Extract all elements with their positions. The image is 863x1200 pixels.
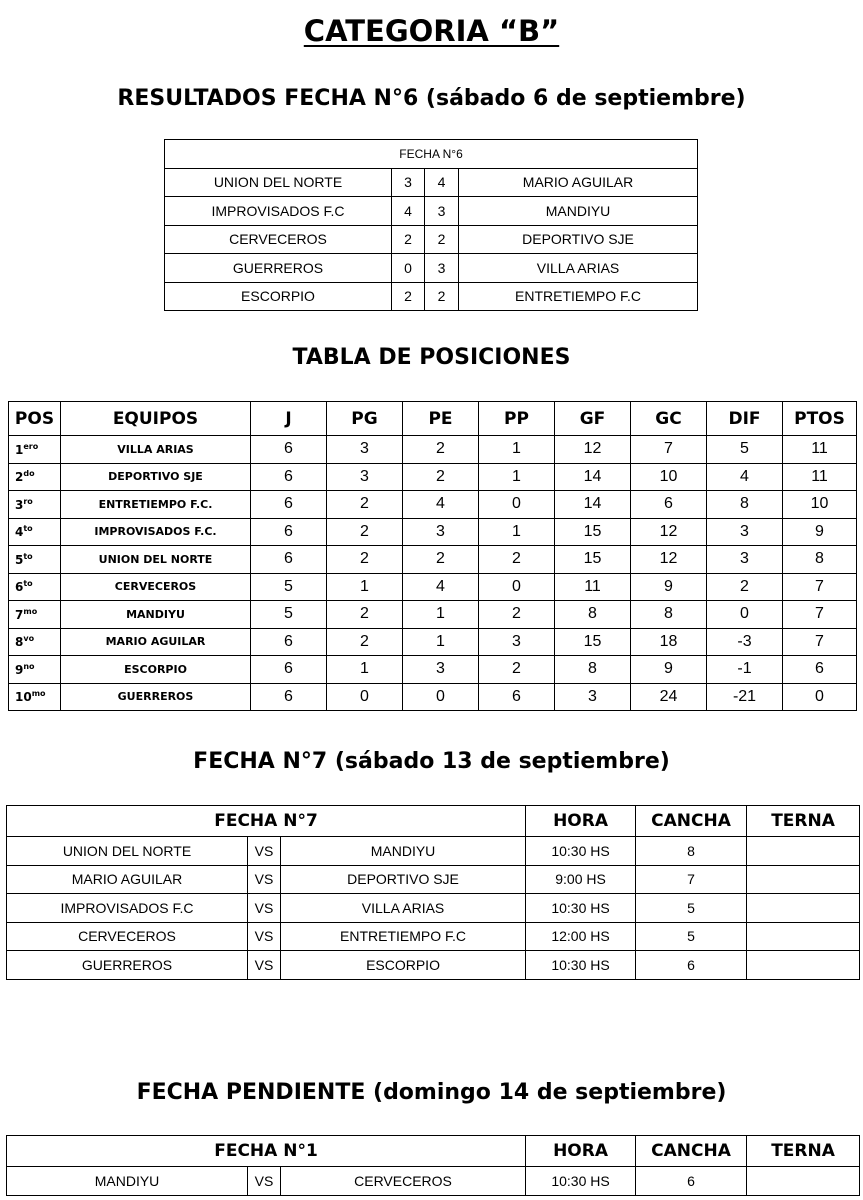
stat-gf: 12 (555, 436, 631, 464)
results-caption-row (165, 140, 698, 169)
standings-header-equipos: EQUIPOS (61, 402, 251, 436)
stat-pp: 2 (479, 601, 555, 629)
match-time: 10:30 HS (526, 894, 636, 923)
vs-label: VS (248, 837, 281, 866)
pendiente-header-hora: HORA (526, 1136, 636, 1167)
stat-ptos: 11 (783, 463, 857, 491)
stat-pg: 1 (327, 573, 403, 601)
away-goals: 2 (425, 282, 459, 311)
stat-dif: 3 (707, 546, 783, 574)
stat-gc: 9 (631, 573, 707, 601)
team-name: UNION DEL NORTE (61, 546, 251, 574)
away-team: CERVECEROS (281, 1167, 526, 1196)
home-goals: 3 (392, 168, 425, 197)
standings-row (9, 656, 857, 684)
field-number: 6 (636, 1167, 747, 1196)
team-name: CERVECEROS (61, 573, 251, 601)
stat-dif: 4 (707, 463, 783, 491)
position-number: 10 (15, 690, 32, 705)
stat-j: 5 (251, 601, 327, 629)
standings-row (9, 683, 857, 711)
stat-j: 6 (251, 628, 327, 656)
stat-pg: 0 (327, 683, 403, 711)
pendiente-header-cancha: CANCHA (636, 1136, 747, 1167)
away-goals: 2 (425, 225, 459, 254)
stat-pg: 2 (327, 628, 403, 656)
position-suffix: mo (23, 606, 38, 616)
position-number: 9 (15, 662, 24, 677)
results-table (164, 139, 698, 311)
stat-j: 6 (251, 546, 327, 574)
stat-pp: 3 (479, 628, 555, 656)
home-team: CERVECEROS (7, 922, 248, 951)
fixture-row (7, 865, 860, 894)
away-team: VILLA ARIAS (459, 254, 698, 283)
field-number: 8 (636, 837, 747, 866)
vs-label: VS (248, 894, 281, 923)
home-team: MANDIYU (7, 1167, 248, 1196)
standings-header-pe: PE (403, 402, 479, 436)
standings-title: TABLA DE POSICIONES (292, 345, 571, 370)
stat-pe: 2 (403, 463, 479, 491)
position-number: 4 (15, 525, 24, 540)
stat-ptos: 9 (783, 518, 857, 546)
referee-crew (747, 894, 860, 923)
standings-header-j: J (251, 402, 327, 436)
stat-gc: 8 (631, 601, 707, 629)
home-team: UNION DEL NORTE (165, 168, 392, 197)
home-goals: 2 (392, 282, 425, 311)
match-time: 12:00 HS (526, 922, 636, 951)
results-caption: FECHA N°6 (165, 140, 698, 169)
home-team: CERVECEROS (165, 225, 392, 254)
stat-pe: 4 (403, 573, 479, 601)
stat-pp: 1 (479, 436, 555, 464)
stat-gf: 8 (555, 601, 631, 629)
position-number: 5 (15, 552, 24, 567)
stat-pg: 3 (327, 463, 403, 491)
stat-gc: 10 (631, 463, 707, 491)
away-team: MARIO AGUILAR (459, 168, 698, 197)
referee-crew (747, 865, 860, 894)
referee-crew (747, 922, 860, 951)
stat-dif: -1 (707, 656, 783, 684)
fixture-row (7, 922, 860, 951)
home-team: IMPROVISADOS F.C (7, 894, 248, 923)
home-team: GUERREROS (165, 254, 392, 283)
team-name: GUERREROS (61, 683, 251, 711)
stat-gf: 15 (555, 628, 631, 656)
away-goals: 4 (425, 168, 459, 197)
away-goals: 3 (425, 197, 459, 226)
position-suffix: no (23, 661, 35, 671)
position-cell (9, 656, 61, 684)
match-time: 10:30 HS (526, 1167, 636, 1196)
team-name: ESCORPIO (61, 656, 251, 684)
stat-pp: 0 (479, 573, 555, 601)
position-cell (9, 436, 61, 464)
stat-dif: 5 (707, 436, 783, 464)
stat-gf: 14 (555, 463, 631, 491)
standings-row (9, 436, 857, 464)
standings-header-ptos: PTOS (783, 402, 857, 436)
stat-pp: 2 (479, 656, 555, 684)
team-name: ENTRETIEMPO F.C. (61, 491, 251, 519)
pendiente-header-fecha: FECHA N°1 (7, 1136, 526, 1167)
home-team: GUERREROS (7, 951, 248, 980)
position-cell (9, 546, 61, 574)
position-number: 1 (15, 442, 24, 457)
away-team: VILLA ARIAS (281, 894, 526, 923)
stat-ptos: 6 (783, 656, 857, 684)
standings-row (9, 601, 857, 629)
fixture-row (7, 1167, 860, 1196)
stat-gf: 3 (555, 683, 631, 711)
standings-header-pg: PG (327, 402, 403, 436)
stat-gf: 14 (555, 491, 631, 519)
vs-label: VS (248, 951, 281, 980)
stat-gc: 12 (631, 518, 707, 546)
position-cell (9, 628, 61, 656)
stat-ptos: 7 (783, 573, 857, 601)
stat-dif: -3 (707, 628, 783, 656)
away-goals: 3 (425, 254, 459, 283)
stat-gc: 9 (631, 656, 707, 684)
stat-pg: 1 (327, 656, 403, 684)
result-row (165, 225, 698, 254)
position-suffix: ro (23, 496, 33, 506)
stat-gf: 11 (555, 573, 631, 601)
fecha7-title: FECHA N°7 (sábado 13 de septiembre) (193, 749, 670, 774)
position-suffix: ero (23, 441, 39, 451)
stat-ptos: 11 (783, 436, 857, 464)
standings-header-pos: POS (9, 402, 61, 436)
fecha7-header-cancha: CANCHA (636, 806, 747, 837)
standings-header-pp: PP (479, 402, 555, 436)
stat-gc: 7 (631, 436, 707, 464)
position-cell (9, 683, 61, 711)
standings-row (9, 518, 857, 546)
position-cell (9, 518, 61, 546)
field-number: 5 (636, 922, 747, 951)
position-suffix: to (23, 579, 33, 589)
position-number: 3 (15, 497, 24, 512)
stat-pg: 3 (327, 436, 403, 464)
stat-pe: 2 (403, 546, 479, 574)
stat-j: 6 (251, 436, 327, 464)
stat-gc: 24 (631, 683, 707, 711)
home-team: MARIO AGUILAR (7, 865, 248, 894)
position-cell (9, 573, 61, 601)
away-team: DEPORTIVO SJE (459, 225, 698, 254)
stat-j: 5 (251, 573, 327, 601)
home-team: UNION DEL NORTE (7, 837, 248, 866)
fecha7-header-row (7, 806, 860, 837)
stat-pg: 2 (327, 518, 403, 546)
referee-crew (747, 951, 860, 980)
standings-row (9, 463, 857, 491)
standings-row (9, 628, 857, 656)
vs-label: VS (248, 865, 281, 894)
away-team: MANDIYU (459, 197, 698, 226)
team-name: DEPORTIVO SJE (61, 463, 251, 491)
fecha7-table (6, 805, 860, 980)
fecha7-header-hora: HORA (526, 806, 636, 837)
stat-dif: 0 (707, 601, 783, 629)
away-team: ENTRETIEMPO F.C (281, 922, 526, 951)
position-number: 6 (15, 580, 24, 595)
stat-pg: 2 (327, 546, 403, 574)
result-row (165, 282, 698, 311)
home-goals: 0 (392, 254, 425, 283)
away-team: MANDIYU (281, 837, 526, 866)
match-time: 9:00 HS (526, 865, 636, 894)
fecha7-header-terna: TERNA (747, 806, 860, 837)
stat-pe: 0 (403, 683, 479, 711)
stat-ptos: 10 (783, 491, 857, 519)
stat-ptos: 8 (783, 546, 857, 574)
stat-j: 6 (251, 656, 327, 684)
team-name: VILLA ARIAS (61, 436, 251, 464)
stat-pp: 2 (479, 546, 555, 574)
stat-dif: 3 (707, 518, 783, 546)
field-number: 5 (636, 894, 747, 923)
stat-pp: 0 (479, 491, 555, 519)
stat-pp: 1 (479, 463, 555, 491)
result-row (165, 197, 698, 226)
stat-pg: 2 (327, 601, 403, 629)
standings-header-gf: GF (555, 402, 631, 436)
fixture-row (7, 894, 860, 923)
standings-row (9, 491, 857, 519)
vs-label: VS (248, 922, 281, 951)
position-cell (9, 463, 61, 491)
field-number: 7 (636, 865, 747, 894)
field-number: 6 (636, 951, 747, 980)
stat-pe: 1 (403, 601, 479, 629)
standings-row (9, 573, 857, 601)
results-title: RESULTADOS FECHA N°6 (sábado 6 de septiembre) (117, 86, 746, 111)
team-name: MANDIYU (61, 601, 251, 629)
away-team: DEPORTIVO SJE (281, 865, 526, 894)
home-team: IMPROVISADOS F.C (165, 197, 392, 226)
stat-j: 6 (251, 463, 327, 491)
stat-gc: 12 (631, 546, 707, 574)
position-cell (9, 601, 61, 629)
standings-header-dif: DIF (707, 402, 783, 436)
stat-ptos: 0 (783, 683, 857, 711)
match-time: 10:30 HS (526, 951, 636, 980)
position-suffix: do (23, 469, 35, 479)
result-row (165, 168, 698, 197)
standings-row (9, 546, 857, 574)
home-goals: 4 (392, 197, 425, 226)
vs-label: VS (248, 1167, 281, 1196)
position-number: 2 (15, 470, 24, 485)
standings-table (8, 401, 857, 711)
stat-pe: 3 (403, 518, 479, 546)
standings-header-row (9, 402, 857, 436)
referee-crew (747, 1167, 860, 1196)
position-suffix: vo (23, 634, 35, 644)
position-number: 7 (15, 607, 24, 622)
stat-gc: 18 (631, 628, 707, 656)
stat-pe: 1 (403, 628, 479, 656)
stat-j: 6 (251, 518, 327, 546)
position-suffix: to (23, 524, 33, 534)
position-number: 8 (15, 635, 24, 650)
stat-pe: 3 (403, 656, 479, 684)
position-suffix: mo (31, 689, 46, 699)
team-name: MARIO AGUILAR (61, 628, 251, 656)
home-goals: 2 (392, 225, 425, 254)
stat-dif: 8 (707, 491, 783, 519)
pendiente-header-row (7, 1136, 860, 1167)
stat-ptos: 7 (783, 601, 857, 629)
stat-pp: 1 (479, 518, 555, 546)
stat-gf: 15 (555, 546, 631, 574)
stat-dif: 2 (707, 573, 783, 601)
page-title: CATEGORIA “B” (303, 14, 560, 48)
stat-pe: 2 (403, 436, 479, 464)
home-team: ESCORPIO (165, 282, 392, 311)
stat-ptos: 7 (783, 628, 857, 656)
stat-pg: 2 (327, 491, 403, 519)
stat-pp: 6 (479, 683, 555, 711)
fecha7-header-fecha: FECHA N°7 (7, 806, 526, 837)
position-suffix: to (23, 551, 33, 561)
standings-header-gc: GC (631, 402, 707, 436)
pendiente-table (6, 1135, 860, 1196)
stat-j: 6 (251, 491, 327, 519)
pendiente-header-terna: TERNA (747, 1136, 860, 1167)
pendiente-title: FECHA PENDIENTE (domingo 14 de septiembre) (136, 1080, 727, 1105)
position-cell (9, 491, 61, 519)
away-team: ENTRETIEMPO F.C (459, 282, 698, 311)
stat-j: 6 (251, 683, 327, 711)
referee-crew (747, 837, 860, 866)
stat-gf: 8 (555, 656, 631, 684)
stat-dif: -21 (707, 683, 783, 711)
fixture-row (7, 951, 860, 980)
stat-pe: 4 (403, 491, 479, 519)
team-name: IMPROVISADOS F.C. (61, 518, 251, 546)
match-time: 10:30 HS (526, 837, 636, 866)
away-team: ESCORPIO (281, 951, 526, 980)
result-row (165, 254, 698, 283)
stat-gf: 15 (555, 518, 631, 546)
stat-gc: 6 (631, 491, 707, 519)
fixture-row (7, 837, 860, 866)
